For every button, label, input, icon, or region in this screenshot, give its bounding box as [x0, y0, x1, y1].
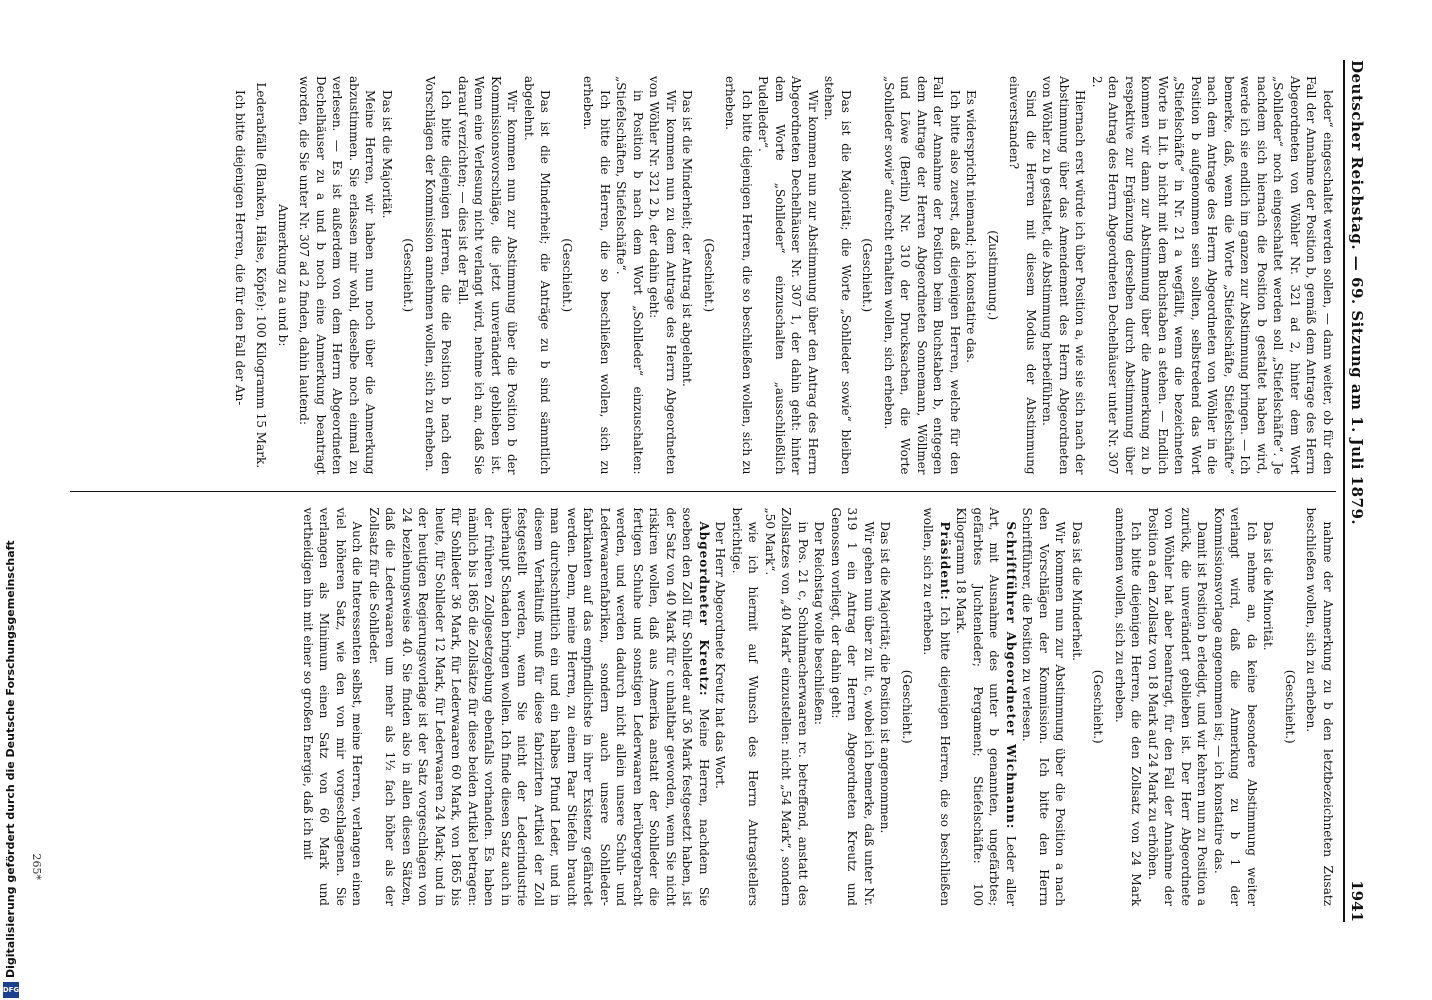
center-line: (Geschieht.) — [860, 238, 875, 313]
paragraph: in Pos. 21 c, Schuhmacherwaaren rc. betreffend, anstatt des Zollsatzes von „40 Mark“ einzustellen: nicht „54 Mark“, sondern „50 Mark“. — [763, 507, 810, 906]
center-line: (Zustimmung.) — [986, 230, 1000, 321]
paragraph: Ich bitte diejenigen Herren, die so beschließen wollen, sich zu erheben. — [723, 76, 754, 475]
paragraph: Ich bitte die Herren, die so beschließen wollen, sich zu erheben. — [581, 76, 612, 475]
paragraph: Der Herr Abgeordnete Kreutz hat das Wort. — [713, 521, 728, 789]
page-number: 1941 — [1348, 880, 1366, 922]
paragraph: Das ist die Majorität; die Position ist angenommen. — [878, 521, 893, 834]
paragraph: Wir kommen nun zur Abstimmung über die Position a nach den Vorschlägen der Kommission. Ich bitte den Herrn Schriftführer, die Position zu verlesen. — [1020, 507, 1068, 906]
center-line: (Geschieht.) — [1283, 669, 1297, 744]
right-column — [70, 492, 1336, 923]
paragraph: Das ist die Minderheit; die Anträge zu b sind sämmtlich abgelehnt. — [522, 76, 553, 475]
paragraph: Wir kommen nun zu dem Antrage des Herrn Abgeordneten von Wöhler Nr. 321 2 b, der dahin geht: — [647, 76, 678, 475]
paragraph: Wir gehen nun über zu lit. c, wobei ich bemerke, daß unter Nr. 319 1 ein Antrag der Herren Abgeordneten Kreutz und Genossen vorliegt, der dahin geht: — [829, 507, 876, 906]
paragraph: Es widerspricht niemand; ich konstatire das. — [964, 90, 979, 363]
left-column — [70, 60, 1336, 491]
paragraph: Das ist die Majorität. — [380, 90, 394, 219]
dfg-credit-text: Digitalisierung gefördert durch die Deutsche Forschungsgemeinschaft — [4, 540, 17, 978]
speech-text: Meine Herren, nachdem Sie soeben den Zoll für Sohlleder auf 36 Mark festgesetzt haben, ist der Satz von 40 Mark für c unhaltbar geworden, wenn Sie nicht riskiren wollen, daß aus Amerika anstatt der Sohlleder die fertigen Schuhe und sonstigen Lederwaaren herübergebracht werden, und werden dadurch nicht allein unsere Schuh- und Lederwaarenfabriken, sondern auch unsere Sohlleder-fabrikanten auf das empfindlichste in ihrer Existenz gefährdet werden. Denn, meine Herren, zu einem Paar Stiefeln braucht man durchschnittlich ein und ein halbes Pfund Leder, und in diesem Verhältniß muß für diese fabrizirten Artikel der Zoll festgestellt werden, wenn Sie nicht der Lederindustrie überhaupt Schaden bringen wollen. Ich finde diesen Satz auch in der früheren Zollgesetzgebung ebenfalls vorhanden. Es haben nämlich bis 1865 die Zollsätze für diese beiden Artikel betragen: für Sohlleder 36 Mark, für Lederwaaren 60 Mark, von 1865 bis heute, für Sohlleder 12 Mark, für Lederwaaren 24 Mark; und in der heutigen Regierungsvorlage ist der Satz vorgeschlagen von 24 beziehungsweise 40. Sie finden also in allen diesen Sätzen, daß die Lederwaaren um mehr als 1½ fach höher als der Zollsatz für die Sohlleder. — [367, 507, 711, 906]
speaker-name: Abgeordneter Kreutz: — [697, 521, 711, 697]
center-line: (Geschieht.) — [702, 238, 716, 313]
speech-text: Leder aller Art, mit Ausnahme des unter b genannten, ungefärbtes; gefärbtes Juchtenleder; Pergament; Stiefelschäfte: 100 Kilogramm 18 Mark. — [954, 507, 1018, 906]
center-line: (Geschieht.) — [1091, 669, 1106, 744]
page-title: Deutscher Reichstag. — 69. Sitzung am 1. Juli 1879. — [1348, 60, 1366, 526]
page-header — [1343, 60, 1378, 922]
paragraph: Der Reichstag wolle beschließen: — [812, 521, 827, 725]
paragraph: Ich bitte diejenigen Herren, die für den Fall der An- — [233, 90, 247, 406]
speaker-paragraph — [366, 508, 713, 907]
speaker-name: Schriftführer Abgeordneter Wichmann: — [1004, 521, 1018, 830]
paragraph: Ich bitte also zuerst, daß diejenigen Herren, welche für den Fall der Annahme der Position beim Buchstaben b, entgegen dem Antrage der Herren Abgeordneten Sonnemann, Wöllmer und Löwe (Berlin) Nr. 310 der Drucksachen, die Worte „Sohlleder sowie“ aufrecht erhalten wollen, sich erheben. — [882, 76, 962, 475]
paragraph: Hiernach erst würde ich über Position a, wie sie sich nach der Abstimmung über das Amendement des Herrn Abgeordneten von Wöhler zu b gestaltet, die Abstimmung herbeiführen. — [1040, 76, 1088, 475]
paragraph: wie ich hiermit auf Wunsch des Herrn Antragstellers berichtige. — [730, 507, 761, 906]
paragraph: in Position b nach dem Wort „Sohlleder“ einzuschalten: „Stiefelschäften, Stiefelschäfte“. — [614, 76, 645, 475]
dfg-credit-strip — [0, 0, 22, 1000]
paragraph: Das ist die Minderheit. — [1070, 521, 1084, 661]
center-line: (Geschieht.) — [560, 238, 574, 313]
paragraph: Wir kommen nun zur Abstimmung über die Position b der Kommissionsvorschläge, die jetzt unverändert geblieben ist. Wenn eine Verlesung nicht verlangt wird, nehme ich an, daß Sie darauf verzichten; — dies ist der Fall. — [456, 76, 520, 475]
center-line: Lederabfälle (Blanken, Hälse, Köpfe): 100 Kilogramm 15 Mark. — [254, 82, 269, 469]
paragraph: leder“ eingeschaltet werden sollen, — dann weiter, ob für den Fall der Annahme der Position b, gemäß dem Antrage des Herrn Abgeordneten von Wöhler Nr. 321 ad 2, hinter dem Wort „Sohlleder“ noch eingeschaltet werden soll „Stiefelschäfte“. Je nachdem sich hiernach die Position b gestaltet haben wird, werde ich sie endlich im ganzen zur Abstimmung bringen. — Ich bemerke, daß, wenn die Worte „Stiefelschäfte, Stiefelschäfte“ nach dem Antrage des Herrn Abgeordneten von Wöhler in die Position b aufgenommen sein sollten, selbstredend das Wort „Stiefelschäfte“ in Nr. 21 a wegfällt, wenn die bezeichneten Worte in Lit. b nicht mit dem Buchstaben a stehen. — Endlich kommen wir dann zur Abstimmung über die Anmerkung zu b respektive zur Ergänzung derselben durch Abstimmung über den Antrag des Herrn Abgeordneten Dechelhäuser unter Nr. 307 2. — [1090, 76, 1335, 475]
paragraph: Auch die Interessenten selbst, meine Herren, verlangen einen viel höheren Satz, wie den von mir vorgeschlagenen. Sie verlangen als Minimum einen Satz von 60 Mark und vertheidigen ihn mit einer so großen Energie, daß ich mit — [301, 507, 365, 906]
speaker-name: Präsident: — [938, 521, 952, 601]
paragraph: Sind die Herren mit diesem Modus der Abstimmung einverstanden? — [1007, 76, 1038, 475]
paragraph: Ich nehme an, da keine besondere Abstimmung weiter verlangt wird, daß die Anmerkung zu b 1 der Kommissionsvorlage angenommen ist; — ich konstatire das. — [1212, 507, 1259, 906]
paragraph: Meine Herren, wir haben nun noch über die Anmerkung abzustimmen. Sie erlassen mir wohl, dieselbe noch einmal zu verlesen. — Es ist außerdem von dem Herrn Abgeordneten Dechelhäuser zu a und b noch eine Anmerkung beantragt worden, die Sie unter Nr. 307 ad 2 finden, dahin lautend: — [297, 76, 378, 475]
paragraph: Das ist die Minorität. — [1261, 521, 1276, 651]
signature-mark: 265* — [30, 853, 43, 880]
paragraph: Ich bitte diejenigen Herren, die die Position b nach den Vorschlägen der Kommission annehmen wollen, sich zu erheben. — [423, 76, 454, 475]
center-line: (Geschieht.) — [401, 238, 416, 313]
center-line: (Geschieht.) — [900, 669, 914, 744]
paragraph: nahme der Anmerkung zu b den letztbezeichneten Zusatz beschließen wollen, sich zu erheben. — [1304, 507, 1335, 906]
speaker-paragraph — [920, 508, 953, 907]
paragraph: Das ist die Minderheit; der Antrag ist abgelehnt. — [680, 90, 695, 387]
dfg-logo-icon: DFG — [3, 982, 19, 998]
paragraph: Ich bitte diejenigen Herren, die den Zollsatz von 24 Mark annehmen wollen, sich zu erheben. — [1113, 507, 1144, 906]
text-columns — [70, 60, 1336, 922]
center-line: Anmerkung zu a und b: — [276, 204, 290, 347]
paragraph: Wir kommen nun zur Abstimmung über den Antrag des Herrn Abgeordneten Dechelhäuser Nr. 307 1, der dahin geht: hinter dem Worte „Sohlleder“ einzuschalten „ausschließlich Pudelleder“. — [756, 76, 820, 475]
speech-text: Ich bitte diejenigen Herren, die so beschließen wollen, sich zu erheben. — [921, 507, 952, 906]
paragraph: Das ist die Majorität; die Worte „Sohlleder sowie“ bleiben stehen. — [822, 76, 853, 475]
speaker-paragraph — [953, 508, 1019, 907]
paragraph: Damit ist Position b erledigt, und wir kehren nun zu Position a zurück, die unverändert geblieben ist. Der Herr Abgeordnete von Wöhler hat aber beantragt, für den Fall der Annahme der Position a den Zollsatz von 18 Mark auf 24 Mark zu erhöhen. — [1146, 507, 1210, 906]
